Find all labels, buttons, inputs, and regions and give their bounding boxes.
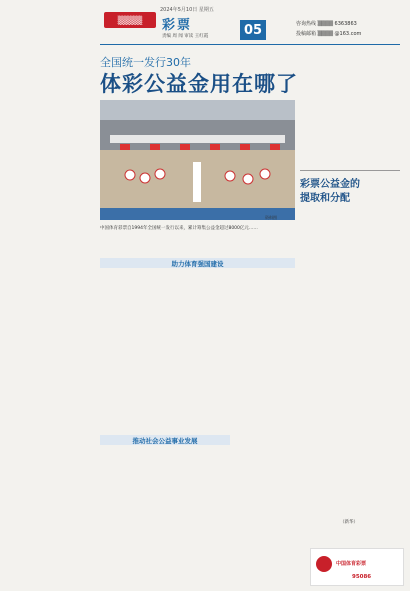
sidebar-title	[300, 178, 360, 206]
photo-illustration	[100, 100, 295, 220]
sidebar-title-line1: 彩票公益金的	[300, 179, 360, 190]
article-kicker: 全国统一发行30年	[100, 56, 191, 69]
contact-phone: 咨询热线 ▒▒▒▒ 6363863	[296, 21, 357, 27]
subheading-sports: 助力体育强国建设	[100, 258, 295, 268]
issue-date: 2024年5月10日 星期五	[160, 7, 214, 13]
subheading-welfare: 推动社会公益事业发展	[100, 435, 230, 445]
text-column-1	[100, 271, 160, 439]
sidebar-rule	[300, 170, 400, 171]
ad-text: 中国体育彩票	[336, 561, 367, 567]
sidebar-text	[300, 210, 400, 515]
lottery-logo-icon	[316, 556, 332, 572]
newspaper-logo: ▒▒▒▒	[104, 12, 156, 28]
text-column-2	[167, 271, 227, 439]
header-rule	[100, 44, 400, 45]
editors-line: 责编 周 闻 审读 王红霞	[162, 34, 209, 39]
article-headline: 体彩公益金用在哪了	[100, 72, 298, 96]
section-title: 彩票	[162, 18, 193, 33]
ad-phone: 95086	[352, 574, 372, 580]
photo-caption: 中国体育彩票自1994年全国统一发行以来，累计筹集公益金超过8000亿元……	[100, 226, 258, 231]
text-column-3	[234, 271, 294, 591]
text-column-5	[167, 449, 227, 587]
photo-credit: 资料图	[265, 215, 277, 220]
text-column-4	[100, 449, 160, 587]
sidebar-author: （新华）	[340, 520, 358, 525]
article-photo	[100, 100, 295, 220]
page-number: 05	[240, 20, 266, 40]
contact-email: 投稿邮箱 ▒▒▒▒ @163.com	[296, 31, 362, 37]
sidebar-title-line2: 提取和分配	[300, 193, 350, 204]
